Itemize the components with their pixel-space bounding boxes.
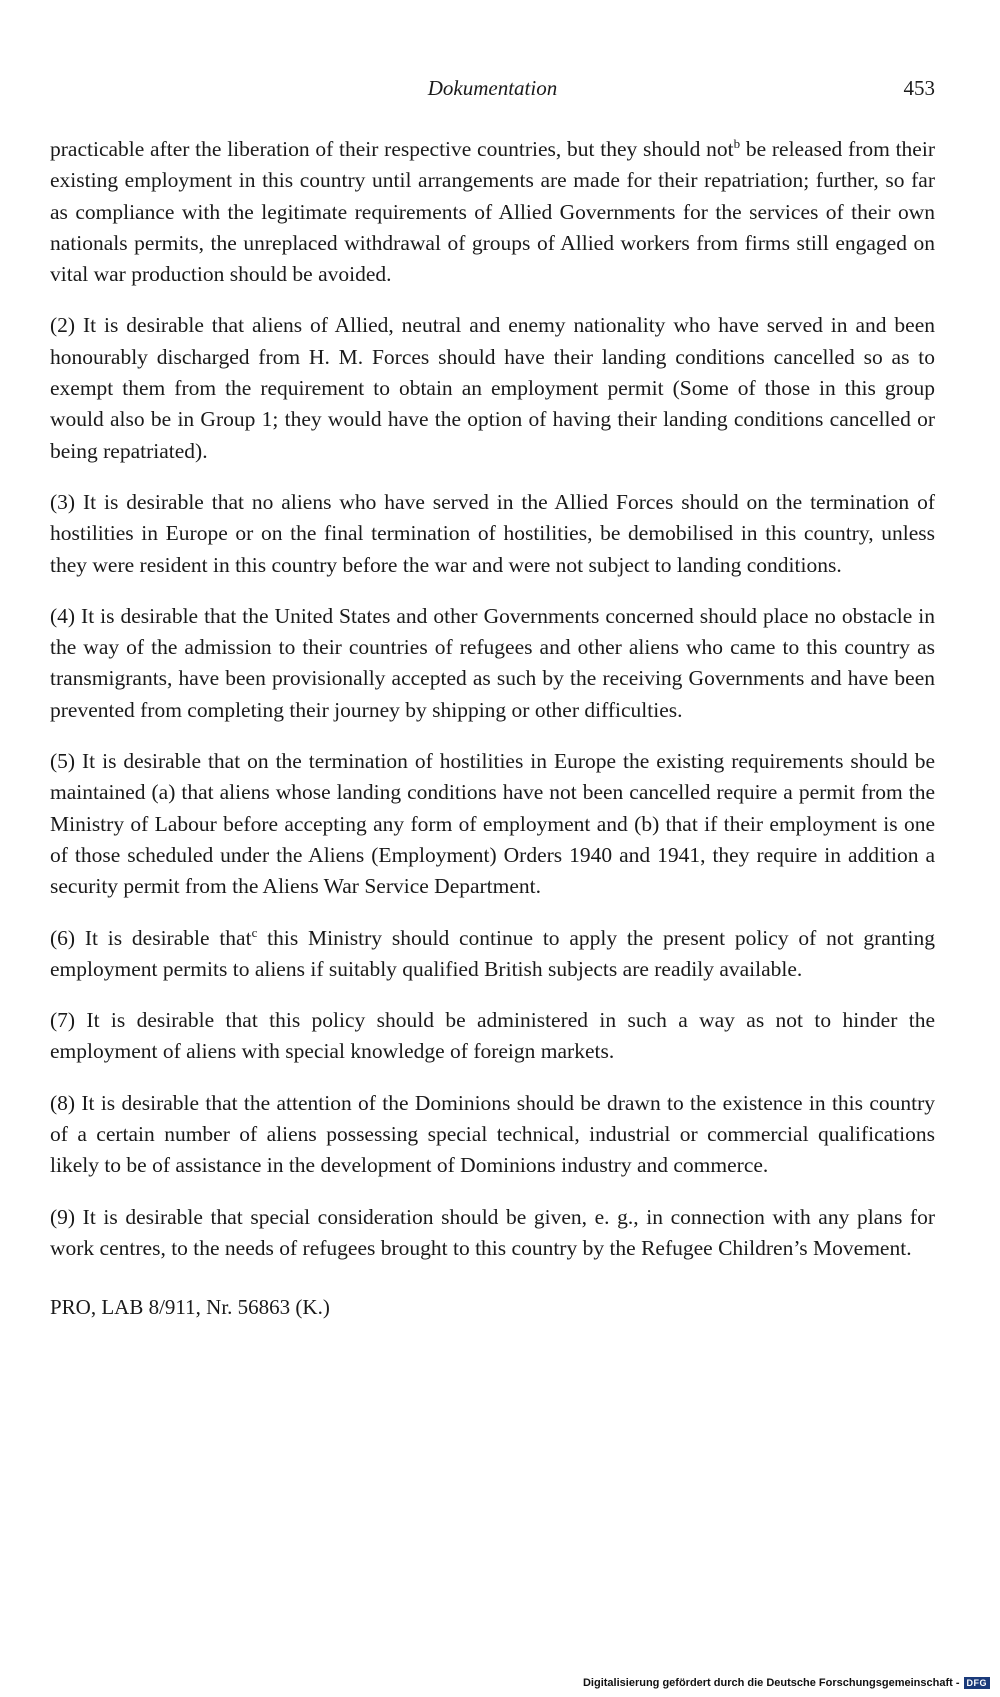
dfg-logo-icon: DFG (964, 1677, 991, 1689)
paragraph-4: (4) It is desirable that the United States and other Governments concerned should place no obstacle in the way of the admission to their countries of refugees and other aliens who came to this country as transmigrants, have been provisionally accepted as such by the receiving Governments and have been prevented from completing their journey by shipping or other difficulties. (50, 603, 935, 722)
paragraph-1: practicable after the liberation of their respective countries, but they should not$^b$ be released from their existing employment in this country until arrangements are made for their repatriation; further, so far as compliance with the legitimate requirements of Allied Governments for the services of their own nationals permits, the unreplaced withdrawal of groups of Allied workers from firms still engaged on vital war production should be avoided. (50, 135, 935, 287)
source-citation: PRO, LAB 8/911, Nr. 56863 (K.) (50, 1295, 330, 1320)
paragraph-2: (2) It is desirable that aliens of Allied, neutral and enemy nationality who have served in and been honourably discharged from H. M. Forces should have their landing conditions cancelled so as to exempt them from the requirement to obtain an employment permit (Some of those in this group would also be in Group 1; they would have the option of having their landing conditions cancelled or being repatriated). (50, 313, 935, 463)
paragraph-9: (9) It is desirable that special consideration should be given, e. g., in connection with any plans for work centres, to the needs of refugees brought to this country by the Refugee Children’s Movement. (50, 1204, 935, 1260)
paragraph-5: (5) It is desirable that on the termination of hostilities in Europe the existing requirements should be maintained (a) that aliens whose landing conditions have not been cancelled require a permit from the Ministry of Labour before accepting any form of employment and (b) that if their employment is one of those scheduled under the Aliens (Employment) Orders 1940 and 1941, they require in addition a security permit from the Aliens War Service Department. (50, 749, 935, 899)
paragraph-7: (7) It is desirable that this policy should be administered in such a way as not to hinder the employment of aliens with special knowledge of foreign markets. (50, 1008, 935, 1064)
page-header (50, 76, 935, 106)
running-title: Dokumentation (427, 76, 558, 100)
paragraph-8: (8) It is desirable that the attention of the Dominions should be drawn to the existence in this country of a certain number of aliens possessing special technical, industrial or commercial qualifications likely to be of assistance in the development of Dominions industry and commerce. (50, 1090, 935, 1178)
page-number: 453 (903, 76, 935, 100)
document-body (50, 134, 935, 1323)
digitization-footer (583, 1677, 990, 1689)
paragraph-6: (6) It is desirable that$^c$ this Ministry should continue to apply the present policy of not granting employment permits to aliens if suitably qualified British subjects are readily available. (50, 924, 935, 981)
footnote-marker-c: c (251, 924, 258, 940)
footnote-marker-b: b (733, 135, 741, 151)
paragraph-3: (3) It is desirable that no aliens who have served in the Allied Forces should on the termination of hostilities in Europe or on the final termination of hostilities, be demobilised in this country, unless they were resident in this country before the war and were not subject to landing conditions. (50, 489, 935, 577)
footer-text: Digitalisierung gefördert durch die Deutsche Forschungsgemeinschaft - (582, 1677, 960, 1689)
